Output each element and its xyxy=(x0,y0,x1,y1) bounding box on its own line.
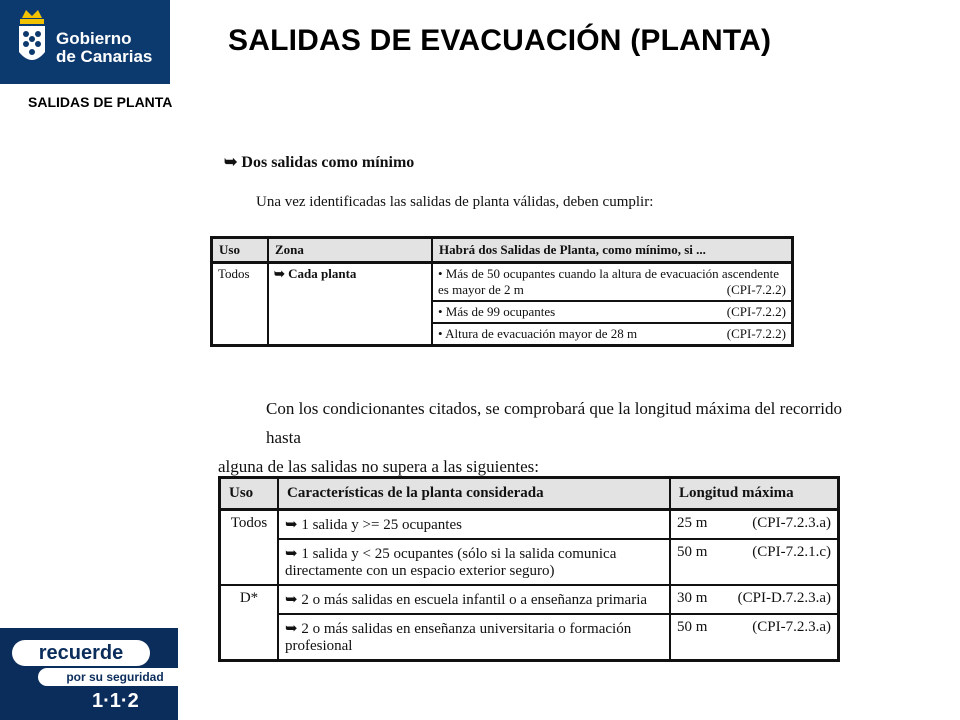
table2-header-caracteristicas: Características de la planta considerada xyxy=(278,478,670,510)
badge-phone-number: 1·1·2 xyxy=(92,690,139,712)
table1-header-zona: Zona xyxy=(268,238,432,263)
section-intro: Una vez identificadas las salidas de planta válidas, deben cumplir: xyxy=(256,194,654,210)
table1-header-condicion: Habrá dos Salidas de Planta, como mínimo, si ... xyxy=(432,238,793,263)
recuerde-112-badge xyxy=(0,628,178,720)
table-row: ➥ 2 o más salidas en escuela infantil o a enseñanza primaria xyxy=(278,585,670,614)
table-salidas-planta xyxy=(210,236,794,347)
table2-header-longitud: Longitud máxima xyxy=(670,478,839,510)
table-row-length: 25 m (CPI-7.2.3.a) xyxy=(670,510,839,540)
logo-line2: de Canarias xyxy=(56,47,153,66)
table-row-length: 50 m (CPI-7.2.1.c) xyxy=(670,539,839,585)
table-row: • Más de 50 ocupantes cuando la altura de evacuación ascendente es mayor de 2 m (CPI-7.2.2) xyxy=(432,263,793,302)
logo-line1: Gobierno xyxy=(56,29,132,48)
image-crop-edge xyxy=(200,372,810,390)
table-row-length: 50 m (CPI-7.2.3.a) xyxy=(670,614,839,661)
table-row: ➥ 1 salida y >= 25 ocupantes xyxy=(278,510,670,540)
badge-recuerde: recuerde xyxy=(12,640,150,666)
gobierno-canarias-logo xyxy=(0,0,170,84)
section-heading: ➥ Dos salidas como mínimo xyxy=(224,154,415,171)
table-row: ➥ 2 o más salidas en enseñanza universitaria o formación profesional xyxy=(278,614,670,661)
logo-text xyxy=(56,30,152,66)
middle-line1: Con los condicionantes citados, se comprobará que la longitud máxima del recorrido hasta xyxy=(266,399,842,447)
table-row: ➥ 1 salida y < 25 ocupantes (sólo si la salida comunica directamente con un espacio exterior seguro) xyxy=(278,539,670,585)
table-row-length: 30 m (CPI-D.7.2.3.a) xyxy=(670,585,839,614)
page-title: SALIDAS DE EVACUACIÓN (PLANTA) xyxy=(228,24,772,57)
table-row: • Más de 99 ocupantes (CPI-7.2.2) xyxy=(432,301,793,323)
middle-line2: alguna de las salidas no supera a las siguientes: xyxy=(218,457,540,476)
table-row: • Altura de evacuación mayor de 28 m (CPI-7.2.2) xyxy=(432,323,793,346)
table1-header-uso: Uso xyxy=(212,238,269,263)
table2-uso-d: D* xyxy=(220,585,279,661)
badge-seguridad: por su seguridad xyxy=(38,668,192,686)
page-subtitle: SALIDAS DE PLANTA xyxy=(28,94,173,110)
coat-of-arms-icon xyxy=(14,8,50,74)
table1-cell-uso: Todos xyxy=(212,263,269,346)
middle-paragraph xyxy=(218,394,848,481)
table1-cell-zona: ➥ Cada planta xyxy=(268,263,432,346)
table2-uso-todos: Todos xyxy=(220,510,279,586)
table2-header-uso: Uso xyxy=(220,478,279,510)
table-longitud-maxima xyxy=(218,476,840,662)
